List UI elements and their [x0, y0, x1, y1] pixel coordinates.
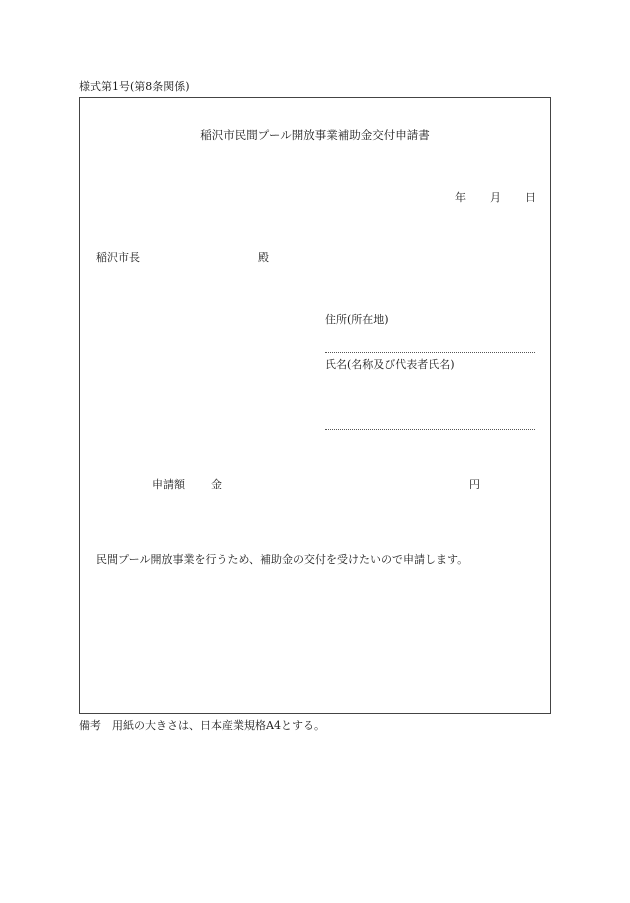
date-year-label: 年 [455, 191, 466, 204]
address-label: 住所(所在地) [325, 313, 389, 326]
applicant-name-label: 氏名(名称及び代表者氏名) [325, 358, 455, 371]
date-month-label: 月 [490, 191, 501, 204]
applicant-name-entry-line[interactable] [325, 429, 535, 430]
form-number: 様式第1号(第8条関係) [79, 80, 190, 93]
form-frame [79, 97, 551, 714]
remarks-note: 備考 用紙の大きさは、日本産業規格A4とする。 [79, 719, 325, 732]
address-entry-line[interactable] [325, 352, 535, 353]
date-day-label: 日 [525, 191, 536, 204]
document-title: 稲沢市民間プール開放事業補助金交付申請書 [200, 128, 430, 142]
amount-prefix: 金 [211, 478, 222, 491]
application-statement: 民間プール開放事業を行うため、補助金の交付を受けたいので申請します。 [96, 553, 469, 566]
amount-label: 申請額 [152, 478, 185, 491]
amount-unit: 円 [469, 478, 480, 491]
addressee-honorific: 殿 [258, 251, 269, 264]
addressee-name: 稲沢市長 [96, 251, 140, 264]
